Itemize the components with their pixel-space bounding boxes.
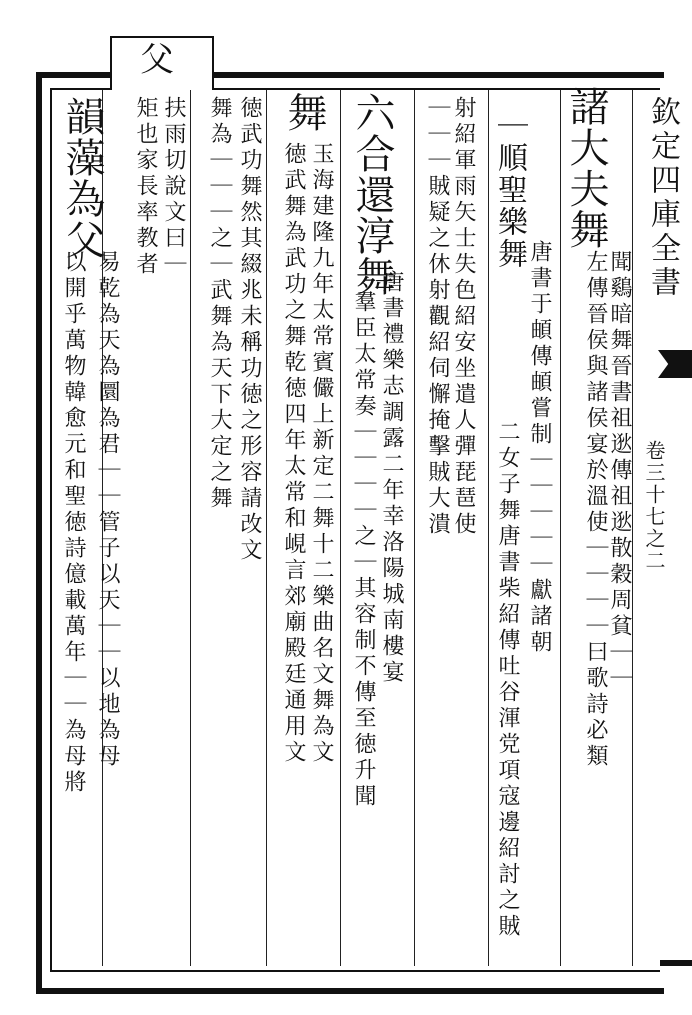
column-6-annotation xyxy=(160,96,186,278)
column-5-line-1: 徳武功舞然其綴兆未稱功徳之形容請改文 xyxy=(237,96,262,564)
column-6-line-1: 扶雨切說文曰｜ xyxy=(161,96,186,278)
column-7-heading: 韻藻為父 xyxy=(59,96,105,260)
column-3-annotation xyxy=(378,270,404,686)
column-4-line-2: 徳武舞為武功之舞乾徳四年太常和峴言郊廟殿廷通用文 xyxy=(281,142,306,766)
column-rule xyxy=(266,90,267,966)
column-rule xyxy=(488,90,489,966)
column-4-line-1: 玉海建隆九年太常賓儼上新定二舞十二樂曲名文舞為文 xyxy=(309,142,334,766)
column-rule xyxy=(632,90,633,966)
column-rule xyxy=(414,90,415,966)
column-5-line-2: 舞為｜｜｜之｜武舞為天下大定之舞 xyxy=(207,96,232,512)
column-6-annotation-2 xyxy=(132,96,158,278)
notch-character: 父 xyxy=(140,40,174,80)
column-1-line-1: 唐書于頔傳頔嘗制｜｜｜｜｜獻諸朝 xyxy=(527,240,552,656)
column-4-annotation xyxy=(308,142,334,766)
column-2-line-1: 射紹軍雨矢士失色紹安坐遣人彈琵琶使 xyxy=(451,96,476,538)
column-1-line-2: 二女子舞唐書柴紹傳吐谷渾党項寇邊紹討之賊 xyxy=(495,420,520,940)
book-title: 欽定四庫全書 xyxy=(645,96,680,300)
column-0-annotation xyxy=(582,250,608,770)
column-3-line-2: 羣臣太常奏｜｜｜｜之｜其容制不傳至徳升聞 xyxy=(351,290,376,810)
column-2-line-2: ｜｜｜賊疑之休射觀紹伺懈掩擊賊大潰 xyxy=(425,96,450,538)
column-0-annotation-2 xyxy=(606,250,632,692)
column-0-heading: 諸大夫舞 xyxy=(563,86,609,250)
column-0-line-2: 聞鷄暗舞晉書祖逖傳祖逖散穀周貧｜｜ xyxy=(607,250,632,692)
column-rule xyxy=(560,90,561,966)
column-2-annotation xyxy=(450,96,476,538)
column-4-heading: 舞 xyxy=(281,92,327,133)
column-1-annotation xyxy=(526,240,552,656)
column-6-line-2: 矩也家長率教者 xyxy=(133,96,158,278)
column-3-annotation-2 xyxy=(350,290,376,810)
column-3-heading: 六合還淳舞 xyxy=(349,92,395,297)
column-7-line-1: 易乾為天為圜為君｜｜管子以天｜｜以地為母 xyxy=(95,250,120,770)
column-2-annotation-2 xyxy=(424,96,450,538)
column-7-annotation xyxy=(94,250,120,770)
column-rule xyxy=(190,90,191,966)
column-3-line-1: 唐書禮樂志調露二年幸洛陽城南樓宴 xyxy=(379,270,404,686)
column-4-annotation-2 xyxy=(280,142,306,766)
column-5-annotation-2 xyxy=(206,96,232,512)
column-7-annotation-2 xyxy=(60,250,86,796)
margin-bar xyxy=(660,960,692,966)
volume-label: 卷三十七之二 xyxy=(642,440,666,572)
column-5-annotation xyxy=(236,96,262,564)
column-rule xyxy=(340,90,341,966)
column-1-annotation-2 xyxy=(494,420,520,940)
column-7-line-2: 以開乎萬物韓愈元和聖徳詩億載萬年｜｜為母將 xyxy=(61,250,86,796)
column-0-line-1: 左傳晉侯與諸侯宴於溫使｜｜｜｜曰歌詩必類 xyxy=(583,250,608,770)
column-1-heading: ｜順聖樂舞 xyxy=(492,110,527,270)
